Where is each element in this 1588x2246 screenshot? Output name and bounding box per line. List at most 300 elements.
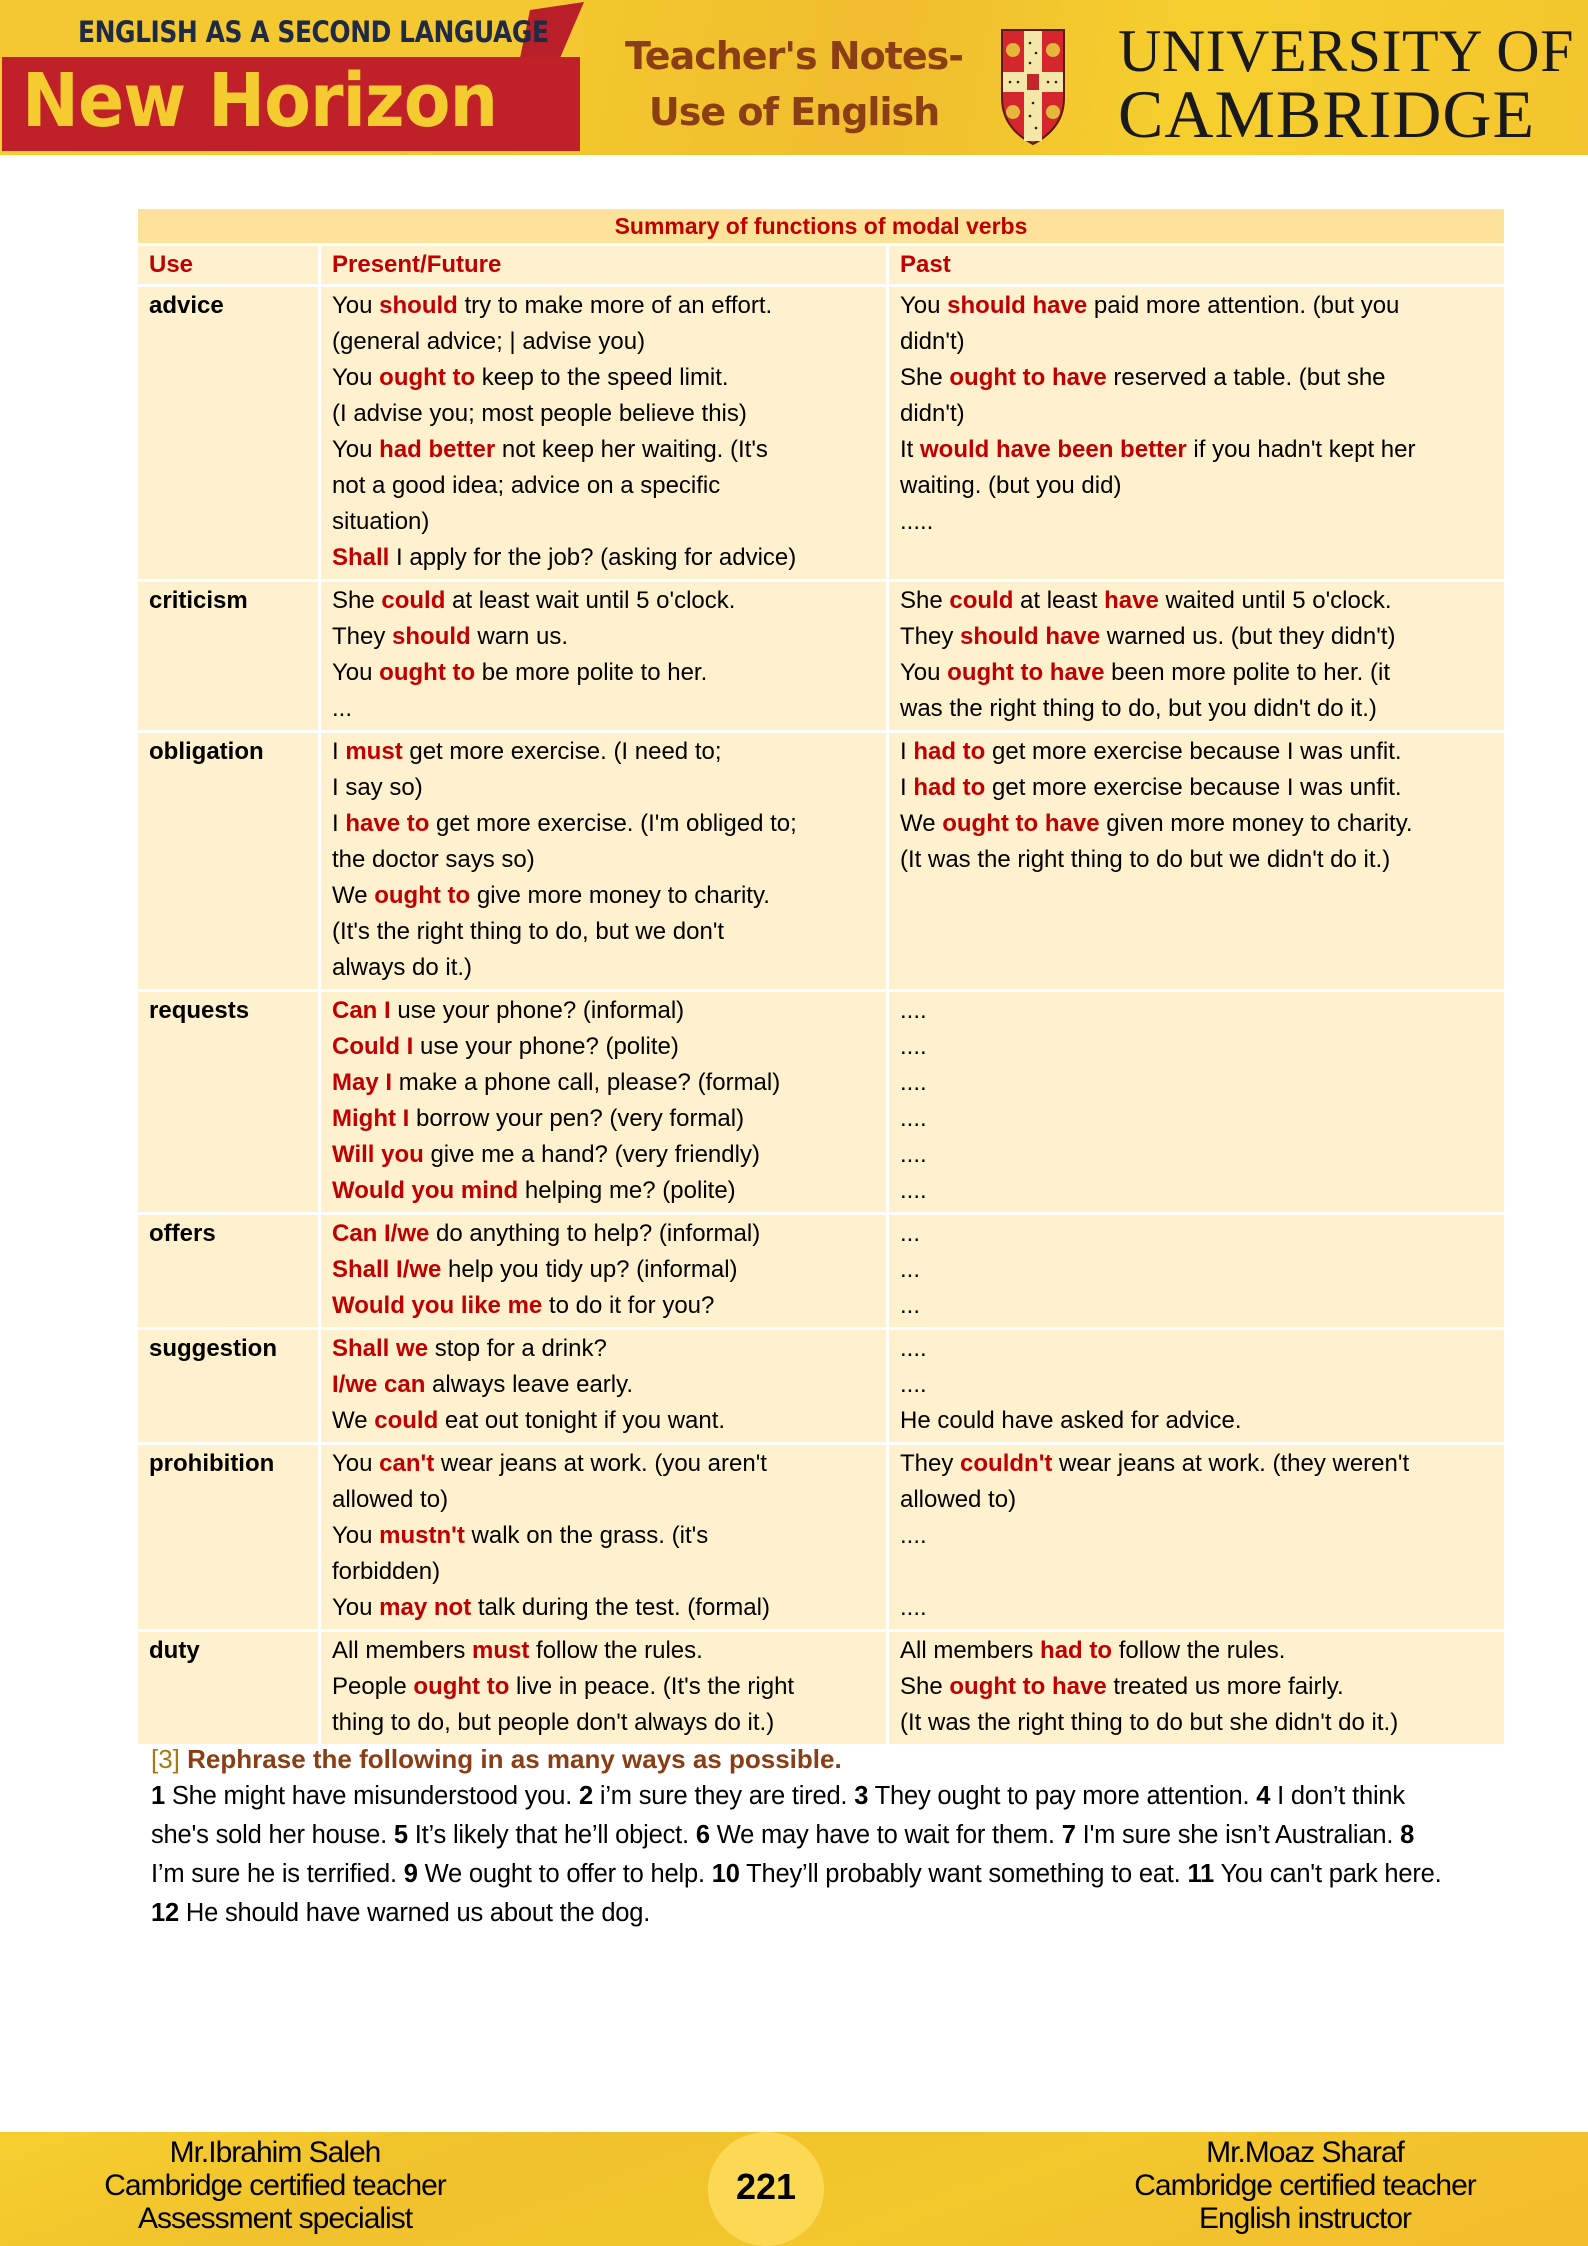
- example-sentence: [332, 842, 875, 878]
- sentence-text: use your phone? (informal): [390, 997, 685, 1024]
- sentence-text: didn't): [900, 328, 965, 355]
- sentence-text: I: [332, 738, 346, 765]
- modal-keyword: Might I: [332, 1105, 410, 1132]
- sentence-text: You: [332, 1450, 380, 1477]
- example-sentence: [332, 1216, 875, 1252]
- exercise-number: [3]: [151, 1744, 180, 1774]
- cell-present-future: [321, 992, 886, 1212]
- example-sentence: [900, 1669, 1493, 1705]
- example-sentence: [332, 1101, 875, 1137]
- modal-keyword: Would you mind: [332, 1177, 519, 1204]
- table-body: [138, 287, 1504, 1744]
- modal-keyword: can't: [379, 1450, 435, 1477]
- exercise-instruction: Rephrase the following in as many ways as possible.: [187, 1744, 842, 1774]
- sentence-text: (general advice; | advise you): [332, 328, 646, 355]
- sentence-text: They: [332, 623, 393, 650]
- table-title: Summary of functions of modal verbs: [138, 209, 1504, 243]
- example-sentence: [900, 468, 1493, 504]
- sentence-text: I: [900, 774, 914, 801]
- sentence-text: allowed to): [332, 1486, 449, 1513]
- author-role: Cambridge certified teacher: [104, 2169, 446, 2202]
- sentence-text: allowed to): [900, 1486, 1017, 1513]
- table-row-offers: [138, 1215, 1504, 1327]
- cell-use: [138, 733, 318, 989]
- use-label: duty: [149, 1637, 200, 1664]
- example-sentence: [332, 1705, 875, 1741]
- modal-keyword: ought to: [379, 659, 476, 686]
- sentence-text: I say so): [332, 774, 423, 801]
- cell-present-future: [321, 1632, 886, 1744]
- example-sentence: [332, 1137, 875, 1173]
- example-sentence: [332, 1590, 875, 1626]
- example-sentence: [900, 1403, 1493, 1439]
- modal-keyword: should: [379, 292, 458, 319]
- sentence-text: if you hadn't kept her: [1186, 436, 1416, 463]
- example-sentence: [332, 914, 875, 950]
- column-header-past: Past: [889, 246, 1504, 284]
- sentence-text: do anything to help? (informal): [429, 1220, 761, 1247]
- item-number: 12: [151, 1899, 179, 1927]
- sentence-text: ....: [900, 1177, 927, 1204]
- cell-past: [889, 992, 1504, 1212]
- sentence-text: warn us.: [470, 623, 569, 650]
- modal-keyword: could: [381, 587, 446, 614]
- example-sentence: [332, 770, 875, 806]
- table-header-row: [138, 246, 1504, 284]
- use-label: advice: [149, 292, 224, 319]
- sentence-text: been more polite to her. (it: [1104, 659, 1390, 686]
- exercise-items: [151, 1777, 1451, 1933]
- column-header-use: Use: [138, 246, 318, 284]
- example-sentence: [332, 1029, 875, 1065]
- sentence-text: treated us more fairly.: [1106, 1673, 1344, 1700]
- sentence-text: the doctor says so): [332, 846, 535, 873]
- example-sentence: [900, 1029, 1493, 1065]
- example-sentence: [900, 324, 1493, 360]
- example-sentence: [332, 1331, 875, 1367]
- sentence-text: All members: [332, 1637, 473, 1664]
- example-sentence: [332, 1669, 875, 1705]
- sentence-text: She: [900, 587, 950, 614]
- sentence-text: She: [900, 1673, 950, 1700]
- sentence-text: given more money to charity.: [1099, 810, 1413, 837]
- sentence-text: waiting. (but you did): [900, 472, 1122, 499]
- item-number: 4: [1256, 1782, 1271, 1810]
- modal-keyword: would have been better: [920, 436, 1187, 463]
- footer-author-right: [1045, 2136, 1565, 2235]
- modal-keyword: had to: [913, 738, 986, 765]
- example-sentence: [332, 806, 875, 842]
- cell-use: [138, 582, 318, 730]
- example-sentence: [332, 1633, 875, 1669]
- sentence-text: try to make more of an effort.: [457, 292, 773, 319]
- example-sentence: [900, 1065, 1493, 1101]
- sentence-text: You: [900, 292, 948, 319]
- sentence-text: thing to do, but people don't always do it.): [332, 1709, 775, 1736]
- item-text: We may have to wait for them.: [716, 1821, 1055, 1849]
- cell-use: [138, 1215, 318, 1327]
- modal-keyword: could: [374, 1407, 439, 1434]
- sentence-text: You: [332, 659, 380, 686]
- cell-present-future: [321, 1215, 886, 1327]
- logo-tagline: ENGLISH AS A SECOND LANGUAGE: [78, 15, 549, 49]
- modal-keyword: should: [392, 623, 471, 650]
- header-banner: [0, 0, 1588, 155]
- sentence-text: get more exercise because I was unfit.: [985, 738, 1402, 765]
- sentence-text: I: [332, 810, 346, 837]
- table-row-prohibition: [138, 1445, 1504, 1629]
- sentence-text: People: [332, 1673, 414, 1700]
- sentence-text: ....: [900, 1033, 927, 1060]
- modal-keyword: I/we can: [332, 1371, 426, 1398]
- exercise-item: [151, 1899, 650, 1927]
- item-text: He should have warned us about the dog.: [185, 1899, 651, 1927]
- example-sentence: [900, 691, 1493, 727]
- sentence-text: was the right thing to do, but you didn't do it.): [900, 695, 1377, 722]
- use-label: criticism: [149, 587, 248, 614]
- cell-present-future: [321, 1445, 886, 1629]
- cell-use: [138, 287, 318, 579]
- modal-keyword: ought to have: [949, 364, 1107, 391]
- author-name: Mr.Ibrahim Saleh: [169, 2136, 381, 2169]
- cell-past: [889, 1445, 1504, 1629]
- example-sentence: [332, 288, 875, 324]
- exercise-item: [404, 1860, 705, 1888]
- cell-past: [889, 1632, 1504, 1744]
- item-number: 6: [695, 1821, 710, 1849]
- example-sentence: [332, 1288, 875, 1324]
- example-sentence: [900, 288, 1493, 324]
- modal-keyword: ought to have: [942, 810, 1100, 837]
- example-sentence: [332, 1518, 875, 1554]
- table-row-obligation: [138, 733, 1504, 989]
- item-number: 9: [403, 1860, 418, 1888]
- exercise-item: [579, 1782, 847, 1810]
- cell-present-future: [321, 287, 886, 579]
- sentence-text: always do it.): [332, 954, 473, 981]
- sentence-text: make a phone call, please? (formal): [392, 1069, 781, 1096]
- sentence-text: borrow your pen? (very formal): [409, 1105, 745, 1132]
- example-sentence: [900, 1482, 1493, 1518]
- cell-present-future: [321, 1330, 886, 1442]
- modal-keyword: Would you like me: [332, 1292, 543, 1319]
- sentence-text: (It was the right thing to do but she didn't do it.): [900, 1709, 1399, 1736]
- example-sentence: [900, 993, 1493, 1029]
- cell-use: [138, 1632, 318, 1744]
- example-sentence: [332, 691, 875, 727]
- example-sentence: [900, 1173, 1493, 1209]
- example-sentence: [900, 1288, 1493, 1324]
- exercise-item: [1187, 1860, 1441, 1888]
- footer-banner: [0, 2132, 1588, 2246]
- table-row-criticism: [138, 582, 1504, 730]
- example-sentence: [900, 1216, 1493, 1252]
- sentence-text: ....: [900, 1105, 927, 1132]
- item-number: 3: [854, 1782, 869, 1810]
- modal-keyword: Can I/we: [332, 1220, 430, 1247]
- modal-keyword: must: [345, 738, 403, 765]
- sentence-text: not keep her waiting. (It's: [495, 436, 768, 463]
- item-text: It’s likely that he’ll object.: [414, 1821, 689, 1849]
- sentence-text: wear jeans at work. (they weren't: [1052, 1450, 1410, 1477]
- example-sentence: [900, 1705, 1493, 1741]
- sentence-text: live in peace. (It's the right: [509, 1673, 795, 1700]
- example-sentence: [332, 1173, 875, 1209]
- example-sentence: [332, 583, 875, 619]
- item-number: 2: [578, 1782, 593, 1810]
- sentence-text: ....: [900, 1371, 927, 1398]
- example-sentence: [900, 1331, 1493, 1367]
- modal-keyword: could: [949, 587, 1014, 614]
- exercise-item: [1062, 1821, 1394, 1849]
- example-sentence: [900, 1101, 1493, 1137]
- modal-keyword: Shall we: [332, 1335, 429, 1362]
- modal-keyword: Shall: [332, 544, 390, 571]
- use-label: offers: [149, 1220, 216, 1247]
- author-role: Assessment specialist: [137, 2202, 413, 2235]
- cell-past: [889, 582, 1504, 730]
- example-sentence: [332, 993, 875, 1029]
- example-sentence: [900, 1367, 1493, 1403]
- item-number: 7: [1061, 1821, 1076, 1849]
- author-role: Cambridge certified teacher: [1134, 2169, 1476, 2202]
- example-sentence: [900, 432, 1493, 468]
- exercise-heading: [151, 1741, 1451, 1777]
- example-sentence: [900, 360, 1493, 396]
- sentence-text: give more money to charity.: [470, 882, 770, 909]
- sentence-text: ...: [900, 1220, 921, 1247]
- use-label: prohibition: [149, 1450, 275, 1477]
- modal-verbs-table: [138, 209, 1504, 1747]
- university-name-line2: CAMBRIDGE: [1118, 76, 1536, 152]
- sentence-text: follow the rules.: [529, 1637, 703, 1664]
- example-sentence: [900, 583, 1493, 619]
- example-sentence: [332, 1403, 875, 1439]
- item-text: They ought to pay more attention.: [874, 1782, 1250, 1810]
- sentence-text: forbidden): [332, 1558, 441, 1585]
- sentence-text: .....: [900, 508, 934, 535]
- sentence-text: ....: [900, 997, 927, 1024]
- example-sentence: [900, 1252, 1493, 1288]
- example-sentence: [900, 655, 1493, 691]
- sentence-text: They: [900, 1450, 961, 1477]
- example-sentence: [332, 1554, 875, 1590]
- sentence-text: use your phone? (polite): [413, 1033, 679, 1060]
- use-label: requests: [149, 997, 250, 1024]
- sentence-text: (It was the right thing to do but we didn't do it.): [900, 846, 1391, 873]
- cell-present-future: [321, 733, 886, 989]
- example-sentence: [900, 1554, 1493, 1590]
- modal-keyword: ought to have: [947, 659, 1105, 686]
- item-text: i’m sure they are tired.: [599, 1782, 848, 1810]
- sentence-text: waited until 5 o'clock.: [1158, 587, 1392, 614]
- sentence-text: keep to the speed limit.: [475, 364, 729, 391]
- table-row-requests: [138, 992, 1504, 1212]
- column-header-present-future: Present/Future: [321, 246, 886, 284]
- sentence-text: It: [900, 436, 921, 463]
- item-text: I don’t think she's sold her house.: [151, 1782, 1405, 1849]
- example-sentence: [332, 504, 875, 540]
- item-number: 5: [393, 1821, 408, 1849]
- example-sentence: [332, 540, 875, 576]
- sentence-text: ...: [900, 1256, 921, 1283]
- document-title: Teacher's Notes- Use of English: [624, 34, 964, 134]
- cell-use: [138, 992, 318, 1212]
- modal-keyword: Can I: [332, 997, 391, 1024]
- item-number: 8: [1400, 1821, 1415, 1849]
- exercise-item: [394, 1821, 689, 1849]
- example-sentence: [900, 770, 1493, 806]
- modal-keyword: couldn't: [960, 1450, 1053, 1477]
- sentence-text: We: [332, 1407, 375, 1434]
- cell-use: [138, 1445, 318, 1629]
- sentence-text: You: [900, 659, 948, 686]
- modal-keyword: Shall I/we: [332, 1256, 442, 1283]
- sentence-text: ...: [900, 1292, 921, 1319]
- example-sentence: [900, 1137, 1493, 1173]
- sentence-text: at least wait until 5 o'clock.: [445, 587, 736, 614]
- example-sentence: [332, 1065, 875, 1101]
- sentence-text: You: [332, 1522, 380, 1549]
- sentence-text: be more polite to her.: [475, 659, 708, 686]
- example-sentence: [332, 432, 875, 468]
- sentence-text: You: [332, 292, 380, 319]
- sentence-text: They: [900, 623, 961, 650]
- example-sentence: [332, 734, 875, 770]
- sentence-text: help you tidy up? (informal): [441, 1256, 738, 1283]
- example-sentence: [332, 878, 875, 914]
- sentence-text: walk on the grass. (it's: [464, 1522, 709, 1549]
- sentence-text: at least: [1013, 587, 1105, 614]
- cell-past: [889, 733, 1504, 989]
- example-sentence: [332, 360, 875, 396]
- sentence-text: You: [332, 1594, 380, 1621]
- sentence-text: (It's the right thing to do, but we don't: [332, 918, 725, 945]
- university-name-line1: UNIVERSITY OF: [1118, 18, 1574, 84]
- sentence-text: ....: [900, 1594, 927, 1621]
- modal-keyword: had to: [913, 774, 986, 801]
- modal-keyword: mustn't: [379, 1522, 465, 1549]
- modal-keyword: should have: [947, 292, 1088, 319]
- cell-use: [138, 1330, 318, 1442]
- example-sentence: [332, 1482, 875, 1518]
- use-label: suggestion: [149, 1335, 278, 1362]
- logo-brand-name: New Horizon: [22, 58, 498, 144]
- exercise-item: [712, 1860, 1181, 1888]
- example-sentence: [332, 1252, 875, 1288]
- sentence-text: She: [900, 364, 950, 391]
- sentence-text: ....: [900, 1069, 927, 1096]
- cell-past: [889, 287, 1504, 579]
- modal-keyword: ought to: [413, 1673, 510, 1700]
- table-row-advice: [138, 287, 1504, 579]
- sentence-text: get more exercise because I was unfit.: [985, 774, 1402, 801]
- modal-keyword: may not: [379, 1594, 472, 1621]
- exercise-item: [696, 1821, 1055, 1849]
- modal-keyword: Could I: [332, 1033, 414, 1060]
- sentence-text: I: [900, 738, 914, 765]
- modal-keyword: must: [472, 1637, 530, 1664]
- sentence-text: get more exercise. (I need to;: [402, 738, 722, 765]
- sentence-text: situation): [332, 508, 430, 535]
- item-text: She might have misunderstood you.: [171, 1782, 573, 1810]
- cell-past: [889, 1215, 1504, 1327]
- example-sentence: [900, 396, 1493, 432]
- modal-keyword: Will you: [332, 1141, 424, 1168]
- university-crest-icon: [1000, 28, 1066, 146]
- sentence-text: reserved a table. (but she: [1106, 364, 1386, 391]
- example-sentence: [900, 504, 1493, 540]
- sentence-text: follow the rules.: [1112, 1637, 1286, 1664]
- example-sentence: [332, 619, 875, 655]
- item-text: We ought to offer to help.: [424, 1860, 705, 1888]
- sentence-text: didn't): [900, 400, 965, 427]
- sentence-text: I apply for the job? (asking for advice): [389, 544, 797, 571]
- sentence-text: give me a hand? (very friendly): [423, 1141, 760, 1168]
- sentence-text: You: [332, 364, 380, 391]
- page-number: 221: [735, 2166, 797, 2207]
- item-number: 11: [1187, 1860, 1215, 1888]
- example-sentence: [332, 1367, 875, 1403]
- example-sentence: [900, 1633, 1493, 1669]
- modal-keyword: have to: [345, 810, 430, 837]
- item-text: They’ll probably want something to eat.: [746, 1860, 1181, 1888]
- modal-keyword: have: [1104, 587, 1159, 614]
- modal-keyword: ought to: [379, 364, 476, 391]
- example-sentence: [900, 1446, 1493, 1482]
- sentence-text: He could have asked for advice.: [900, 1407, 1242, 1434]
- sentence-text: helping me? (polite): [518, 1177, 736, 1204]
- cell-present-future: [321, 582, 886, 730]
- sentence-text: We: [900, 810, 943, 837]
- modal-keyword: ought to: [374, 882, 471, 909]
- sentence-text: get more exercise. (I'm obliged to;: [429, 810, 797, 837]
- sentence-text: ....: [900, 1335, 927, 1362]
- modal-keyword: should have: [960, 623, 1101, 650]
- cell-past: [889, 1330, 1504, 1442]
- example-sentence: [900, 734, 1493, 770]
- sentence-text: All members: [900, 1637, 1041, 1664]
- sentence-text: paid more attention. (but you: [1087, 292, 1400, 319]
- exercise-item: [151, 1782, 572, 1810]
- example-sentence: [332, 396, 875, 432]
- modal-keyword: had better: [379, 436, 496, 463]
- sentence-text: ....: [900, 1141, 927, 1168]
- sentence-text: stop for a drink?: [428, 1335, 607, 1362]
- table-row-duty: [138, 1632, 1504, 1744]
- item-text: I’m sure he is terrified.: [151, 1860, 397, 1888]
- example-sentence: [900, 842, 1493, 878]
- modal-keyword: ought to have: [949, 1673, 1107, 1700]
- example-sentence: [332, 655, 875, 691]
- sentence-text: ....: [900, 1522, 927, 1549]
- item-text: You can't park here.: [1220, 1860, 1442, 1888]
- new-horizon-logo: [0, 0, 583, 155]
- use-label: obligation: [149, 738, 264, 765]
- sentence-text: You: [332, 436, 380, 463]
- modal-keyword: May I: [332, 1069, 393, 1096]
- author-role: English instructor: [1198, 2202, 1412, 2235]
- sentence-text: talk during the test. (formal): [471, 1594, 770, 1621]
- sentence-text: not a good idea; advice on a specific: [332, 472, 721, 499]
- example-sentence: [332, 324, 875, 360]
- sentence-text: (I advise you; most people believe this): [332, 400, 747, 427]
- item-text: I'm sure she isn’t Australian.: [1082, 1821, 1394, 1849]
- sentence-text: warned us. (but they didn't): [1100, 623, 1396, 650]
- example-sentence: [900, 1590, 1493, 1626]
- example-sentence: [332, 1446, 875, 1482]
- sentence-text: We: [332, 882, 375, 909]
